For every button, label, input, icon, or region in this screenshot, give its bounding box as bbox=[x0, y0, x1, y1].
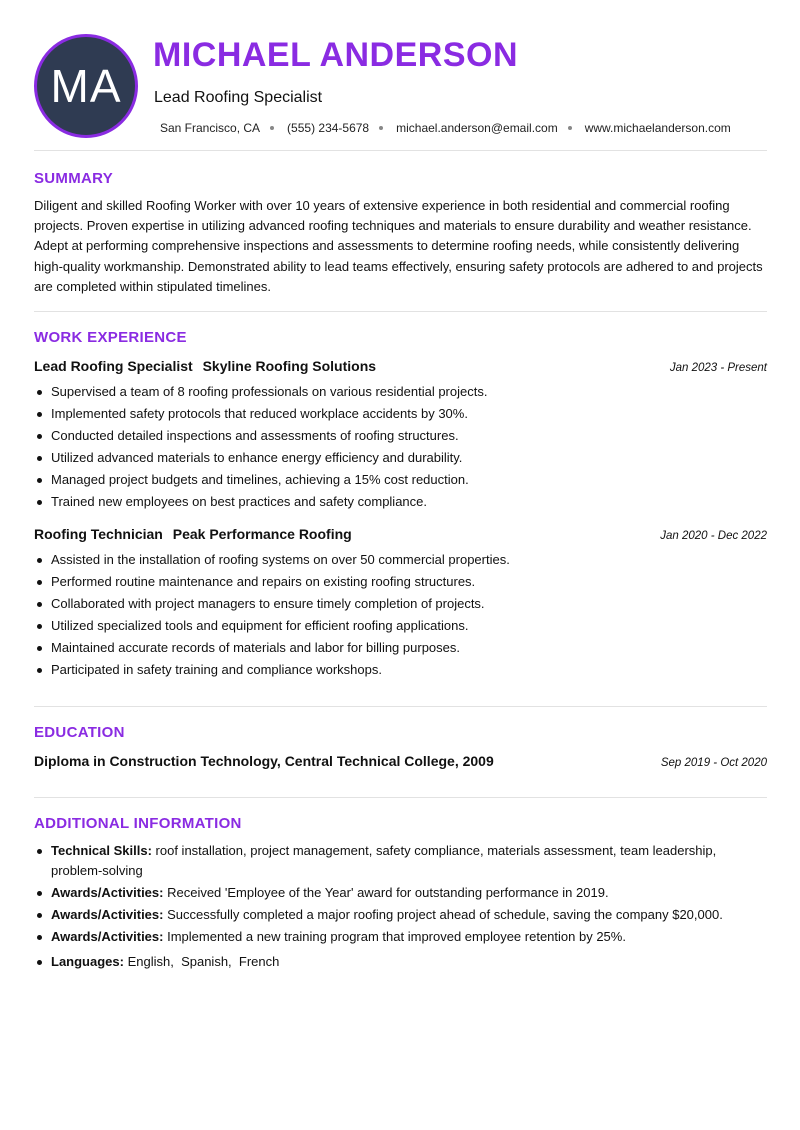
job-header bbox=[34, 526, 767, 542]
list-item: Maintained accurate records of materials and labor for billing purposes. bbox=[34, 637, 767, 659]
bullet-separator-icon bbox=[270, 126, 274, 130]
list-item bbox=[34, 952, 767, 972]
item-label: Awards/Activities: bbox=[51, 906, 164, 922]
item-label: Technical Skills: bbox=[51, 843, 152, 858]
candidate-name: MICHAEL ANDERSON bbox=[153, 36, 519, 74]
item-label: Awards/Activities: bbox=[51, 884, 164, 900]
list-item bbox=[34, 927, 767, 947]
list-item: Supervised a team of 8 roofing professionals on various residential projects. bbox=[34, 381, 767, 403]
contact-phone[interactable]: (555) 234-5678 bbox=[287, 121, 370, 135]
job-title: Lead Roofing Specialist bbox=[34, 358, 193, 374]
contact-bar bbox=[160, 121, 731, 135]
avatar-initials: MA bbox=[50, 60, 122, 112]
job-dates: Jan 2020 - Dec 2022 bbox=[660, 530, 767, 542]
avatar bbox=[34, 34, 138, 138]
divider bbox=[34, 797, 767, 798]
additional-list bbox=[34, 841, 767, 974]
education-degree: Diploma in Construction Technology, Central Technical College, 2009 bbox=[34, 753, 494, 769]
list-item: Trained new employees on best practices and safety compliance. bbox=[34, 491, 767, 513]
item-text: roof installation, project management, safety compliance, materials assessment, team leadership, problem-solving bbox=[51, 843, 717, 878]
list-item: Managed project budgets and timelines, achieving a 15% cost reduction. bbox=[34, 469, 767, 491]
resume-header bbox=[0, 0, 800, 150]
additional-heading: ADDITIONAL INFORMATION bbox=[34, 815, 242, 832]
job-title-line bbox=[34, 358, 376, 374]
item-text: Successfully completed a major roofing project ahead of schedule, saving the company $20,000. bbox=[167, 906, 723, 922]
education-dates: Sep 2019 - Oct 2020 bbox=[660, 757, 767, 769]
job-bullets bbox=[34, 381, 767, 513]
summary-heading: SUMMARY bbox=[34, 170, 114, 187]
job-header bbox=[34, 358, 767, 374]
contact-website[interactable]: www.michaelanderson.com bbox=[584, 121, 731, 135]
contact-location: San Francisco, CA bbox=[160, 121, 261, 135]
list-item bbox=[34, 841, 767, 880]
list-item: Performed routine maintenance and repairs on existing roofing structures. bbox=[34, 571, 767, 593]
job-company: Peak Performance Roofing bbox=[172, 526, 352, 542]
list-item: Conducted detailed inspections and assessments of roofing structures. bbox=[34, 425, 767, 447]
divider bbox=[34, 311, 767, 312]
item-label: Awards/Activities: bbox=[51, 928, 164, 944]
list-item bbox=[34, 905, 767, 925]
education-entry bbox=[34, 753, 767, 769]
list-item: Collaborated with project managers to ensure timely completion of projects. bbox=[34, 593, 767, 615]
list-item: Implemented safety protocols that reduced workplace accidents by 30%. bbox=[34, 403, 767, 425]
job-bullets bbox=[34, 549, 767, 681]
item-text: Implemented a new training program that improved employee retention by 25%. bbox=[167, 928, 626, 944]
item-label: Languages: bbox=[51, 954, 124, 969]
item-text: Received 'Employee of the Year' award for outstanding performance in 2019. bbox=[167, 884, 609, 900]
list-item bbox=[34, 883, 767, 903]
bullet-separator-icon bbox=[379, 126, 383, 130]
bullet-separator-icon bbox=[568, 126, 572, 130]
divider bbox=[34, 706, 767, 707]
experience-heading: WORK EXPERIENCE bbox=[34, 329, 187, 346]
education-heading: EDUCATION bbox=[34, 724, 125, 741]
job-title: Roofing Technician bbox=[34, 526, 163, 542]
list-item: Participated in safety training and compliance workshops. bbox=[34, 659, 767, 681]
job-company: Skyline Roofing Solutions bbox=[202, 358, 377, 374]
job-dates: Jan 2023 - Present bbox=[669, 362, 767, 374]
list-item: Assisted in the installation of roofing systems on over 50 commercial properties. bbox=[34, 549, 767, 571]
divider bbox=[34, 150, 767, 151]
candidate-role: Lead Roofing Specialist bbox=[154, 89, 323, 106]
job-title-line bbox=[34, 526, 352, 542]
item-text: English, Spanish, French bbox=[127, 954, 280, 969]
list-item: Utilized specialized tools and equipment for efficient roofing applications. bbox=[34, 615, 767, 637]
contact-email[interactable]: michael.anderson@email.com bbox=[396, 121, 558, 135]
list-item: Utilized advanced materials to enhance energy efficiency and durability. bbox=[34, 447, 767, 469]
summary-text: Diligent and skilled Roofing Worker with over 10 years of extensive experience in both residential and commercial roofing projects. Proven expertise in utilizing advanced roofing techniques and materials to ensure durability and weather resistance. Adept at performing comprehensive inspections and assessments to determine roofing needs, while consistently delivering high-quality workmanship. Demonstrated ability to lead teams effectively, ensuring safety protocols are adhered to and projects are completed within stipulated timelines. bbox=[34, 198, 763, 294]
